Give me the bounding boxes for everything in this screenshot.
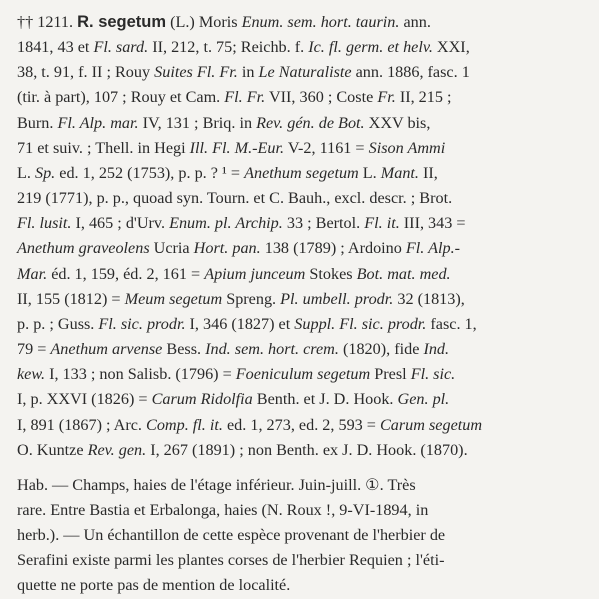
text-run: 71 et suiv. ; Thell. in Hegi (17, 138, 190, 157)
text-run: I, 346 (1827) et (185, 314, 295, 333)
italic-citation: Fl. Fr. (224, 88, 266, 107)
text-run: 38, t. 91, f. II ; Rouy (17, 63, 155, 82)
text-run: fasc. 1, (426, 314, 477, 333)
text-run: 219 (1771), p. p., quoad syn. Tourn. et C. Bauh., excl. descr. ; Brot. (17, 189, 453, 208)
italic-citation: Mar. (17, 264, 48, 283)
text-run: VII, 360 ; Coste (265, 88, 378, 107)
text-run: Benth. et J. D. Hook. (252, 390, 398, 409)
entry-line (17, 186, 582, 211)
italic-citation: Carum segetum (379, 415, 483, 434)
italic-citation: Fl. it. (364, 214, 400, 233)
text-run: I, 267 (1891) ; non Benth. ex J. D. Hook. (1870). (146, 440, 468, 459)
text-run: V-2, 1161 = (284, 138, 369, 157)
text-run: 33 ; Bertol. (282, 214, 365, 233)
entry-line (17, 236, 582, 261)
entry-line (17, 438, 582, 463)
italic-citation: Rev. gén. de Bot. (256, 113, 365, 132)
text-run: Burn. (17, 113, 58, 132)
text-run: I, 465 ; d'Urv. (71, 214, 170, 233)
italic-citation: Meum segetum (124, 289, 223, 308)
italic-citation: Ill. Fl. M.-Eur. (189, 138, 285, 157)
italic-citation: Ind. sem. hort. crem. (205, 340, 339, 359)
text-run: I, 891 (1867) ; Arc. (17, 415, 147, 434)
text-run: p. p. ; Guss. (17, 314, 99, 333)
entry-line (17, 111, 582, 136)
italic-citation: Fl. lusit. (17, 214, 72, 233)
entry-line (17, 60, 582, 85)
text-run: éd. 1, 159, éd. 2, 161 = (47, 264, 205, 283)
text-run: Bess. (162, 340, 206, 359)
italic-citation: Ic. fl. germ. et helv. (308, 38, 433, 57)
text-run: Serafini existe parmi les plantes corses de l'herbier Requien ; l'éti- (17, 551, 445, 570)
text-run: L. (358, 163, 381, 182)
entry-line (17, 85, 582, 110)
species-entry (17, 10, 582, 463)
text-run: (L.) Moris (166, 13, 242, 31)
entry-line (17, 211, 582, 236)
text-run: herb.). — Un échantillon de cette espèce provenant de l'herbier de (17, 526, 446, 545)
italic-citation: Sp. (34, 163, 56, 182)
italic-citation: Suites Fl. Fr. (154, 63, 238, 82)
habitat-line (17, 523, 582, 548)
entry-line (17, 413, 582, 438)
text-run: ed. 1, 252 (1753), p. p. ? ¹ = (55, 163, 245, 182)
italic-citation: Anethum graveolens (17, 239, 150, 258)
text-run: I, 133 ; non Salisb. (1796) = (45, 365, 236, 384)
italic-citation: Anethum segetum (244, 163, 359, 182)
italic-citation: Comp. fl. it. (146, 415, 223, 434)
text-run: (1820), fide (338, 340, 424, 359)
text-run: 1841, 43 et (17, 38, 94, 57)
italic-citation: Enum. pl. Archip. (169, 214, 283, 233)
italic-citation: Bot. mat. med. (356, 264, 451, 283)
species-name: R. segetum (77, 13, 167, 31)
italic-citation: Apium junceum (204, 264, 306, 283)
italic-citation: kew. (17, 365, 46, 384)
italic-citation: Sison Ammi (368, 138, 446, 157)
text-run: XXV bis, (364, 113, 431, 132)
italic-citation: Fl. sic. prodr. (98, 314, 186, 333)
text-run: IV, 131 ; Briq. in (138, 113, 257, 132)
text-run: ann. 1886, fasc. 1 (351, 63, 470, 82)
text-run: 79 = (17, 340, 51, 359)
entry-line (17, 387, 582, 412)
habitat-line (17, 498, 582, 523)
habitat-line (17, 573, 582, 598)
italic-citation: Hort. pan. (193, 239, 261, 258)
text-run: III, 343 = (399, 214, 466, 233)
entry-line (17, 35, 582, 60)
text-run: ed. 1, 273, ed. 2, 593 = (222, 415, 380, 434)
entry-line (17, 337, 582, 362)
text-run: L. (17, 163, 35, 182)
entry-line (17, 10, 582, 35)
italic-citation: Enum. sem. hort. taurin. (241, 13, 400, 31)
italic-citation: Anethum arvense (50, 340, 163, 359)
text-run: 138 (1789) ; Ardoino (260, 239, 406, 258)
text-run: Spreng. (222, 289, 281, 308)
entry-line (17, 312, 582, 337)
italic-citation: Fl. sic. (410, 365, 456, 384)
italic-citation: Ind. (423, 340, 450, 359)
text-run: Presl (370, 365, 411, 384)
text-run: quette ne porte pas de mention de localité. (17, 576, 291, 595)
italic-citation: Fr. (377, 88, 396, 107)
text-run: O. Kuntze (17, 440, 88, 459)
text-run: II, 155 (1812) = (17, 289, 125, 308)
italic-citation: Le Naturaliste (258, 63, 352, 82)
text-run: ann. (399, 13, 431, 31)
text-run: Stokes (305, 264, 357, 283)
entry-line (17, 136, 582, 161)
text-run: XXI, (432, 38, 470, 57)
entry-line (17, 161, 582, 186)
habitat-line (17, 473, 582, 498)
italic-citation: Fl. Alp.- (405, 239, 461, 258)
text-run: II, (418, 163, 438, 182)
text-run: I, p. XXVI (1826) = (17, 390, 152, 409)
text-run: rare. Entre Bastia et Erbalonga, haies (N. Roux !, 9-VI-1894, in (17, 500, 429, 519)
habitat-line (17, 548, 582, 573)
entry-line (17, 362, 582, 387)
italic-citation: Foeniculum segetum (235, 365, 371, 384)
italic-citation: Gen. pl. (397, 390, 450, 409)
text-run: in (237, 63, 259, 82)
text-run: (tir. à part), 107 ; Rouy et Cam. (17, 88, 225, 107)
text-run: 32 (1813), (393, 289, 465, 308)
text-run: II, 215 ; (395, 88, 452, 107)
text-run: Ucria (149, 239, 194, 258)
text-run: II, 212, t. 75; Reichb. f. (148, 38, 309, 57)
italic-citation: Suppl. Fl. sic. prodr. (294, 314, 427, 333)
italic-citation: Rev. gen. (87, 440, 147, 459)
text-run: Hab. — Champs, haies de l'étage inférieur. Juin-juill. ①. Très (17, 475, 416, 494)
italic-citation: Pl. umbell. prodr. (280, 289, 394, 308)
entry-line (17, 287, 582, 312)
entry-line (17, 262, 582, 287)
habitat-paragraph (17, 473, 582, 599)
italic-citation: Carum Ridolfia (151, 390, 253, 409)
italic-citation: Fl. sard. (93, 38, 149, 57)
text-run: †† 1211. (17, 13, 78, 31)
italic-citation: Mant. (380, 163, 419, 182)
italic-citation: Fl. Alp. mar. (57, 113, 139, 132)
